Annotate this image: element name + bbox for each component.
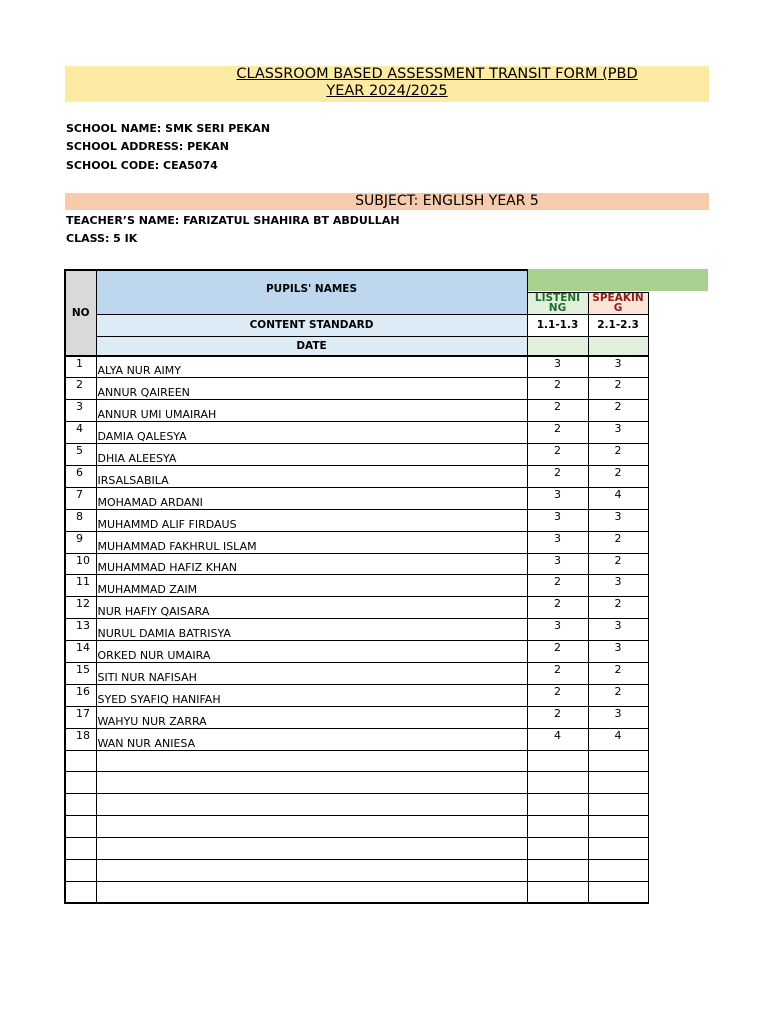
pupil-name (96, 838, 527, 860)
skill-listening: LISTENI NG (527, 292, 588, 314)
speaking-score: 3 (588, 619, 648, 641)
listening-score: 2 (527, 400, 588, 422)
pupil-name (96, 881, 527, 903)
row-number: 13 (65, 619, 96, 641)
row-number: 15 (65, 662, 96, 684)
speaking-score: 4 (588, 728, 648, 750)
pupil-name (96, 859, 527, 881)
listening-score: 2 (527, 641, 588, 663)
pupil-name: WAN NUR ANIESA (96, 728, 527, 750)
speaking-score (588, 838, 648, 860)
table-row (65, 794, 648, 816)
date-label: DATE (96, 336, 527, 356)
pupil-name: DAMIA QALESYA (96, 422, 527, 444)
speaking-score: 2 (588, 597, 648, 619)
pupil-name: ANNUR UMI UMAIRAH (96, 400, 527, 422)
pupil-name: WAHYU NUR ZARRA (96, 706, 527, 728)
row-number: 11 (65, 575, 96, 597)
pupil-name (96, 750, 527, 772)
listening-score: 2 (527, 684, 588, 706)
school-name: SCHOOL NAME: SMK SERI PEKAN (66, 122, 271, 135)
listening-score: 2 (527, 444, 588, 466)
form-title-band (65, 66, 709, 102)
listening-score: 2 (527, 378, 588, 400)
listening-score: 3 (527, 509, 588, 531)
listening-score (527, 794, 588, 816)
row-number: 5 (65, 444, 96, 466)
speaking-score (588, 772, 648, 794)
pupil-name: IRSALSABILA (96, 465, 527, 487)
row-number: 10 (65, 553, 96, 575)
speaking-score (588, 794, 648, 816)
table-row (65, 509, 648, 531)
table-row (65, 728, 648, 750)
row-number (65, 750, 96, 772)
listening-score (527, 881, 588, 903)
speaking-score: 2 (588, 465, 648, 487)
table-row (65, 487, 648, 509)
pupil-name: MUHAMMAD HAFIZ KHAN (96, 553, 527, 575)
pupil-name (96, 816, 527, 838)
pupil-name: MUHAMMAD ZAIM (96, 575, 527, 597)
table-row (65, 465, 648, 487)
table-row (65, 444, 648, 466)
listening-score: 2 (527, 597, 588, 619)
table-row (65, 422, 648, 444)
speaking-score: 2 (588, 400, 648, 422)
speaking-score (588, 859, 648, 881)
listening-score (527, 816, 588, 838)
table-row (65, 356, 648, 378)
listening-score: 3 (527, 531, 588, 553)
speaking-score (588, 881, 648, 903)
row-number: 1 (65, 356, 96, 378)
pupil-name (96, 772, 527, 794)
row-number: 7 (65, 487, 96, 509)
row-number: 4 (65, 422, 96, 444)
row-number: 14 (65, 641, 96, 663)
row-number: 18 (65, 728, 96, 750)
pupil-name: SITI NUR NAFISAH (96, 662, 527, 684)
pupil-name: ORKED NUR UMAIRA (96, 641, 527, 663)
listening-score (527, 772, 588, 794)
table-row (65, 597, 648, 619)
content-standard-label: CONTENT STANDARD (96, 314, 527, 336)
pupil-name (96, 794, 527, 816)
listening-score: 3 (527, 356, 588, 378)
speaking-score: 3 (588, 509, 648, 531)
form-year: YEAR 2024/2025 (326, 83, 448, 99)
row-number: 6 (65, 465, 96, 487)
pupil-name: NURUL DAMIA BATRISYA (96, 619, 527, 641)
speaking-score (588, 816, 648, 838)
assessment-table (64, 269, 649, 904)
table-row (65, 619, 648, 641)
listening-score: 2 (527, 465, 588, 487)
speaking-score: 3 (588, 641, 648, 663)
table-row (65, 378, 648, 400)
table-row (65, 641, 648, 663)
date-speaking (588, 336, 648, 356)
speaking-score: 2 (588, 444, 648, 466)
subject-band (65, 193, 709, 210)
row-number (65, 794, 96, 816)
speaking-score (588, 750, 648, 772)
listening-score: 2 (527, 706, 588, 728)
table-row (65, 881, 648, 903)
speaking-score: 3 (588, 422, 648, 444)
teacher-name: TEACHER’S NAME: FARIZATUL SHAHIRA BT ABDULLAH (66, 214, 400, 227)
header-spacer (527, 270, 588, 292)
school-code: SCHOOL CODE: CEA5074 (66, 159, 218, 172)
table-row (65, 553, 648, 575)
skill-speaking: SPEAKIN G (588, 292, 648, 314)
pupil-name: SYED SYAFIQ HANIFAH (96, 684, 527, 706)
listening-score: 2 (527, 575, 588, 597)
speaking-score: 2 (588, 531, 648, 553)
speaking-score: 3 (588, 356, 648, 378)
row-number: 9 (65, 531, 96, 553)
pupils-names-header: PUPILS' NAMES (96, 270, 527, 314)
speaking-score: 2 (588, 684, 648, 706)
table-row (65, 575, 648, 597)
content-standard-speaking: 2.1-2.3 (588, 314, 648, 336)
content-standard-listening: 1.1-1.3 (527, 314, 588, 336)
table-row (65, 838, 648, 860)
row-number (65, 838, 96, 860)
subject-title: SUBJECT: ENGLISH YEAR 5 (355, 193, 539, 209)
listening-score: 2 (527, 662, 588, 684)
listening-score (527, 838, 588, 860)
form-title: CLASSROOM BASED ASSESSMENT TRANSIT FORM (PBD (236, 66, 638, 82)
speaking-score: 3 (588, 575, 648, 597)
table-row (65, 859, 648, 881)
row-number: 12 (65, 597, 96, 619)
table-row (65, 750, 648, 772)
table-row (65, 772, 648, 794)
date-listening (527, 336, 588, 356)
pupil-name: MOHAMAD ARDANI (96, 487, 527, 509)
row-number (65, 881, 96, 903)
row-number: 3 (65, 400, 96, 422)
no-header: NO (65, 270, 96, 356)
listening-score (527, 750, 588, 772)
speaking-score: 3 (588, 706, 648, 728)
row-number (65, 859, 96, 881)
table-row (65, 684, 648, 706)
listening-score (527, 859, 588, 881)
table-row (65, 816, 648, 838)
table-row (65, 662, 648, 684)
pupil-name: NUR HAFIY QAISARA (96, 597, 527, 619)
table-row (65, 531, 648, 553)
listening-score: 3 (527, 487, 588, 509)
row-number: 8 (65, 509, 96, 531)
table-row (65, 706, 648, 728)
speaking-score: 2 (588, 378, 648, 400)
pupil-name: MUHAMMAD FAKHRUL ISLAM (96, 531, 527, 553)
pupil-name: ANNUR QAIREEN (96, 378, 527, 400)
listening-score: 3 (527, 619, 588, 641)
pupil-name: DHIA ALEESYA (96, 444, 527, 466)
class-name: CLASS: 5 IK (66, 232, 138, 245)
row-number (65, 816, 96, 838)
header-spacer (588, 270, 648, 292)
listening-score: 4 (527, 728, 588, 750)
listening-score: 3 (527, 553, 588, 575)
listening-score: 2 (527, 422, 588, 444)
pupil-name: ALYA NUR AIMY (96, 356, 527, 378)
table-row (65, 400, 648, 422)
school-address: SCHOOL ADDRESS: PEKAN (66, 140, 229, 153)
speaking-score: 2 (588, 662, 648, 684)
row-number: 2 (65, 378, 96, 400)
speaking-score: 4 (588, 487, 648, 509)
pupil-name: MUHAMMD ALIF FIRDAUS (96, 509, 527, 531)
row-number: 17 (65, 706, 96, 728)
speaking-score: 2 (588, 553, 648, 575)
row-number (65, 772, 96, 794)
row-number: 16 (65, 684, 96, 706)
